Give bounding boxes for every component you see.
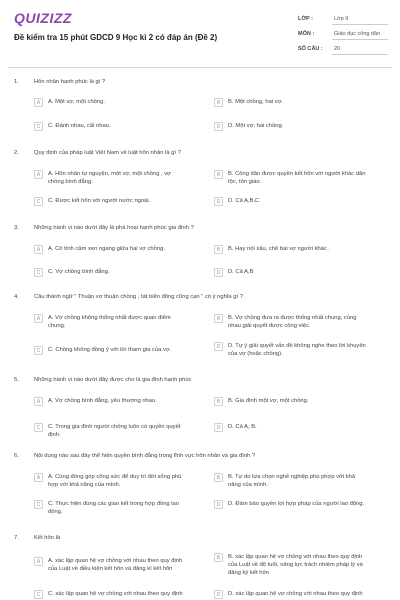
- option-letter-box: D: [214, 500, 223, 509]
- meta-divider: [332, 39, 388, 40]
- option-letter-box: A: [34, 245, 43, 254]
- option-letter-box: C: [34, 590, 43, 599]
- option-text: B. Một chồng, hai vợ.: [228, 99, 284, 105]
- option-letter-box: A: [34, 170, 43, 179]
- option-text: D. Tự ý giải quyết vấn đề không nghe theo lời khuyên của vợ (hoặc chồng).: [228, 343, 366, 357]
- option-letter-box: A: [34, 314, 43, 323]
- meta-class-label: LỚP :: [298, 16, 313, 22]
- question-number: 5.: [14, 377, 19, 383]
- option-text: B. Hay nói xấu, chê bai vợ người khác .: [228, 246, 331, 252]
- question-text: Kết hôn là: [34, 535, 61, 541]
- meta-subject-value: Giáo dục công dân: [334, 31, 381, 37]
- option-letter-box: B: [214, 170, 223, 179]
- option-text: A. xác lập quan hệ vợ chồng với nhau theo quy định của Luật về điều kiện kết hôn và đăng kí kết hôn: [48, 558, 183, 572]
- option-letter-box: C: [34, 122, 43, 131]
- option-letter-box: C: [34, 423, 43, 432]
- option-letter-box: D: [214, 268, 223, 277]
- question-number: 1.: [14, 79, 19, 85]
- worksheet-header: [0, 0, 400, 62]
- question-number: 3.: [14, 225, 19, 231]
- meta-count-value: 20: [334, 46, 341, 52]
- option-letter-box: A: [34, 98, 43, 107]
- meta-subject-label: MÔN :: [298, 31, 315, 37]
- option-text: B. Tự do lựa chọn nghề nghiệp phù phợp với khả năng của mình.: [228, 474, 356, 488]
- option-text: A. Hôn nhân tự nguyện, một vợ, một chồng , vợ chồng bình đẳng.: [48, 171, 171, 185]
- option-text: A. Cùng đóng góp công sức để duy trì đời sống phù hợp với khả năng của mình.: [48, 474, 182, 488]
- option-letter-box: A: [34, 473, 43, 482]
- question-text: Những hành vi nào dưới đây là phá hoại hạnh phúc gia đình ?: [34, 225, 194, 231]
- option-text: A. Một vợ, một chồng.: [48, 99, 105, 105]
- option-letter-box: D: [214, 423, 223, 432]
- meta-divider: [332, 24, 388, 25]
- option-text: D. Cả A, B.: [228, 424, 257, 430]
- option-text: D. Cả A,B,C: [228, 198, 260, 204]
- question-number: 4.: [14, 294, 19, 300]
- option-text: B. Vợ chồng đưa ra được thống nhất chung, cùng nhau giải quyết được công việc.: [228, 315, 357, 329]
- option-text: C. Trong gia đình người chồng luôn có quyền quyết định.: [48, 424, 181, 438]
- option-text: C. Được kết hôn với người nước ngoài.: [48, 198, 151, 204]
- option-letter-box: C: [34, 346, 43, 355]
- question-text: Những hành vi nào dưới đây được cho là gia đình hạnh phúc: [34, 377, 192, 383]
- option-text: C. Đánh nhau, cãi nhau.: [48, 123, 111, 129]
- option-letter-box: D: [214, 122, 223, 131]
- question-text: Nội dung nào sau đây thể hiện quyền bình đẳng trong lĩnh vực hôn nhân và gia đình ?: [34, 453, 256, 459]
- option-letter-box: D: [214, 342, 223, 351]
- option-text: B. Công dân được quyền kết hôn với người khác dân tộc, tôn giáo.: [228, 171, 366, 185]
- meta-class-value: Lớp 9: [334, 16, 349, 22]
- question-text: Quy định của pháp luật Việt Nam về luật hôn nhân là gì ?: [34, 150, 181, 156]
- option-text: A. Vợ chồng không thống nhất được quan điểm chung.: [48, 315, 171, 329]
- option-text: B. xác lập quan hệ vợ chồng với nhau theo quy định của Luật về độ tuổi, năng lực trách nhiệm pháp lý và đăng ký kết hôn: [228, 554, 363, 576]
- option-text: B. Gia đình một vợ, một chồng.: [228, 398, 309, 404]
- option-letter-box: B: [214, 98, 223, 107]
- option-text: A. Cô tình cảm xen ngang giữa hai vợ chồng.: [48, 246, 165, 252]
- question-text: Hôn nhân hạnh phúc là gì ?: [34, 79, 106, 85]
- option-text: D. Một vợ, hai chồng.: [228, 123, 284, 129]
- option-letter-box: D: [214, 590, 223, 599]
- option-text: D. Đảm bảo quyền lợi hợp pháp của người lao động.: [228, 501, 365, 507]
- question-number: 7.: [14, 535, 19, 541]
- option-text: A. Vợ chồng bình đẳng, yêu thương nhau.: [48, 398, 157, 404]
- option-letter-box: B: [214, 314, 223, 323]
- option-text: C. Chồng không đồng ý với lời tham gia của vợ.: [48, 347, 172, 353]
- question-text: Câu thành ngữ " Thuận vợ thuận chồng , tát biển đông cũng cạn " có ý nghĩa gì ?: [34, 294, 243, 300]
- option-letter-box: A: [34, 557, 43, 566]
- option-text: C. Thực hiện đúng các giao kết trong hợp đồng lao động.: [48, 501, 180, 515]
- question-number: 2.: [14, 150, 19, 156]
- option-text: C. xác lập quan hệ vợ chồng với nhau theo quy định: [48, 591, 183, 597]
- option-letter-box: B: [214, 553, 223, 562]
- option-letter-box: C: [34, 500, 43, 509]
- option-letter-box: C: [34, 268, 43, 277]
- option-text: D. xác lập quan hệ vợ chồng với nhau theo quy định: [228, 591, 363, 597]
- meta-divider: [332, 54, 388, 55]
- quizizz-logo: QUIZIZZ: [14, 10, 72, 26]
- option-letter-box: B: [214, 245, 223, 254]
- header-divider: [8, 67, 392, 68]
- option-text: D. Cả A,B: [228, 269, 254, 275]
- meta-count-label: SỐ CÂU :: [298, 46, 323, 52]
- worksheet-title: Đề kiểm tra 15 phút GDCD 9 Học kì 2 có đáp án (Đề 2): [14, 33, 218, 42]
- option-letter-box: D: [214, 197, 223, 206]
- option-letter-box: B: [214, 473, 223, 482]
- option-letter-box: A: [34, 397, 43, 406]
- option-letter-box: B: [214, 397, 223, 406]
- option-letter-box: C: [34, 197, 43, 206]
- option-text: C. Vợ chồng bình đẳng.: [48, 269, 110, 275]
- question-number: 6.: [14, 453, 19, 459]
